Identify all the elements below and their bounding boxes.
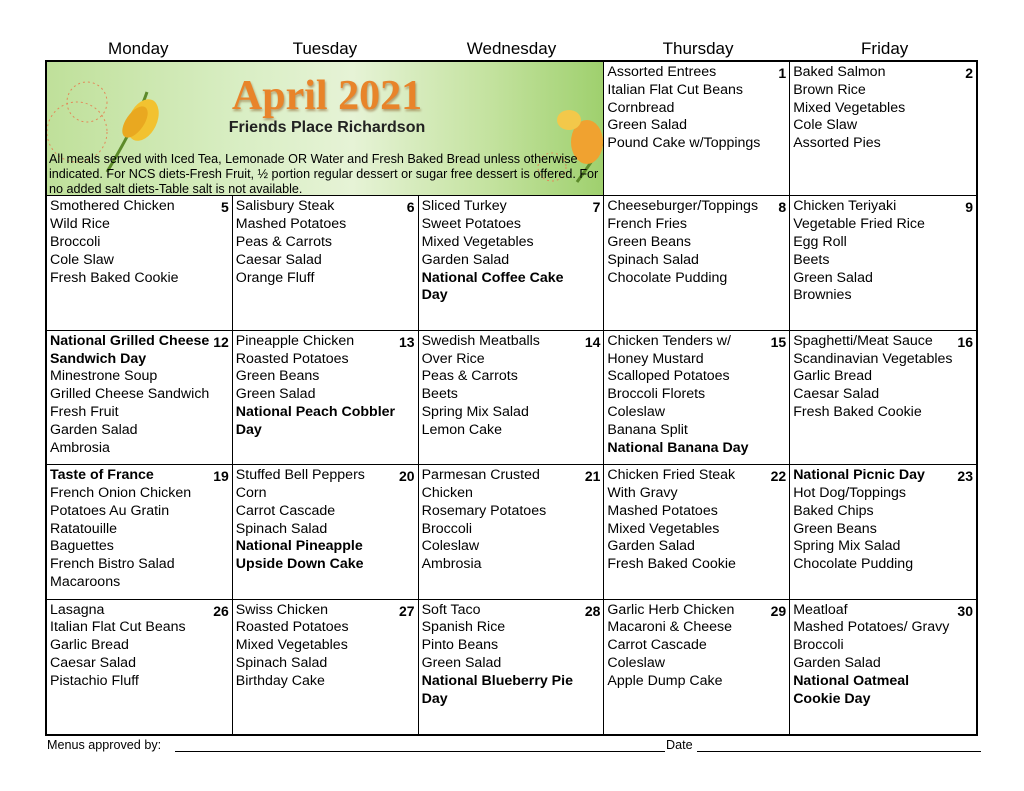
- day-number: 16: [957, 333, 973, 350]
- menu-item: Mashed Potatoes/ Gravy: [793, 619, 950, 636]
- menu-item: Cole Slaw: [793, 117, 858, 134]
- menu-item: Caesar Salad: [50, 654, 136, 671]
- menu-item: Broccoli: [793, 637, 844, 654]
- menu-item: Wild Rice: [50, 216, 110, 233]
- menu-item: Garlic Bread: [793, 368, 873, 385]
- menu-item: Sweet Potatoes: [421, 216, 521, 233]
- menu-item: Fresh Fruit: [50, 403, 119, 420]
- menu-item: Egg Roll: [793, 233, 847, 250]
- special-day-label: National Peach Cobbler Day: [235, 403, 396, 438]
- menu-item: Green Beans: [793, 520, 877, 537]
- date-signature-line[interactable]: [697, 751, 981, 752]
- weekday-tuesday: Tuesday: [292, 39, 358, 58]
- day-number: 30: [957, 602, 973, 619]
- menu-item: French Onion Chicken: [50, 484, 192, 501]
- menu-item: Over Rice: [421, 350, 485, 367]
- menu-item: Assorted Pies: [793, 135, 881, 152]
- day-cell-28: [419, 600, 605, 734]
- menu-item: Carrot Cascade: [607, 637, 707, 654]
- menu-item: Pistachio Fluff: [50, 672, 139, 689]
- menu-item: Broccoli Florets: [607, 386, 706, 403]
- menu-item: Mashed Potatoes: [607, 502, 718, 519]
- menu-item: Rosemary Potatoes: [421, 502, 547, 519]
- day-number: 20: [399, 468, 415, 485]
- menu-item: Italian Flat Cut Beans: [607, 81, 744, 98]
- day-cell-12: [47, 331, 233, 465]
- menu-item: Italian Flat Cut Beans: [50, 619, 186, 636]
- menu-item: Assorted Entrees: [607, 64, 717, 80]
- menu-item: Green Beans: [235, 368, 320, 385]
- menu-item: Smothered Chicken: [50, 198, 175, 215]
- menu-item: Parmesan Crusted: [421, 467, 540, 484]
- weekday-header-row: [45, 38, 978, 60]
- day-cell-14: [419, 331, 605, 465]
- menu-item: Brownies: [793, 287, 852, 304]
- day-number: 22: [770, 468, 787, 485]
- day-number: 7: [592, 199, 601, 216]
- day-number: 15: [770, 333, 787, 350]
- menu-item: Garlic Bread: [50, 637, 129, 654]
- day-number: 2: [965, 65, 973, 81]
- menu-item: Potatoes Au Gratin: [50, 502, 170, 519]
- menu-item: Coleslaw: [607, 654, 665, 671]
- special-day-label: Taste of France: [50, 467, 154, 484]
- menu-item: Chocolate Pudding: [607, 269, 728, 286]
- menu-item: Caesar Salad: [793, 386, 880, 403]
- menu-item: Soft Taco: [421, 601, 481, 618]
- menu-item: Spring Mix Salad: [793, 538, 901, 555]
- menu-item: Roasted Potatoes: [235, 350, 349, 367]
- menu-item: Spanish Rice: [421, 619, 506, 636]
- day-cell-30: [790, 600, 976, 734]
- day-cell-13: [233, 331, 419, 465]
- menu-item: Scandinavian Vegetables: [793, 350, 953, 367]
- menu-item: Mixed Vegetables: [793, 99, 906, 116]
- menu-item: Caesar Salad: [235, 251, 322, 268]
- menu-item: Coleslaw: [607, 403, 665, 420]
- menu-item: Garlic Herb Chicken: [607, 601, 735, 618]
- menu-item: Peas & Carrots: [235, 233, 332, 250]
- menu-item: Scalloped Potatoes: [607, 368, 730, 385]
- day-cell-1: [604, 62, 790, 196]
- menu-item: French Fries: [607, 216, 688, 233]
- special-day-label: National Picnic Day: [793, 467, 925, 484]
- menu-item: Spaghetti/Meat Sauce: [793, 332, 933, 349]
- menu-item: Swedish Meatballs: [421, 332, 540, 349]
- day-cell-8: [604, 196, 790, 330]
- date-label: Date: [666, 738, 693, 752]
- menu-item: Apple Dump Cake: [607, 672, 723, 689]
- menu-item: Beets: [793, 251, 830, 268]
- day-number: 9: [965, 199, 973, 216]
- special-day-label: National Oatmeal Cookie Day: [793, 672, 910, 707]
- menu-item: Mixed Vegetables: [607, 520, 720, 537]
- approval-footer: [47, 738, 982, 754]
- menu-item: Baked Chips: [793, 502, 874, 519]
- day-number: 19: [213, 468, 229, 485]
- day-number: 8: [778, 199, 787, 216]
- menu-item: Orange Fluff: [235, 269, 315, 286]
- day-cell-5: [47, 196, 233, 330]
- day-number: 5: [221, 199, 229, 216]
- menu-item: Spring Mix Salad: [421, 403, 529, 420]
- day-number: 14: [584, 333, 601, 350]
- day-number: 13: [399, 333, 415, 350]
- day-cell-21: [419, 465, 605, 599]
- day-number: 23: [957, 468, 973, 485]
- day-cell-7: [419, 196, 605, 330]
- menu-item: Birthday Cake: [235, 672, 325, 689]
- day-cell-29: [604, 600, 790, 734]
- special-day-label: National Coffee Cake Day: [421, 269, 564, 304]
- menu-item: Ratatouille: [50, 520, 118, 537]
- menu-item: Pound Cake w/Toppings: [607, 135, 761, 152]
- menu-item: Chicken Teriyaki: [793, 198, 897, 215]
- menu-item: Beets: [421, 386, 458, 403]
- menu-item: Ambrosia: [50, 439, 110, 456]
- weekday-friday: Friday: [861, 39, 909, 58]
- day-number: 28: [584, 602, 601, 619]
- menu-item: Broccoli: [50, 233, 101, 250]
- menu-item: Garden Salad: [607, 538, 695, 555]
- day-cell-2: [790, 62, 976, 196]
- day-cell-6: [233, 196, 419, 330]
- menu-item: Green Beans: [607, 233, 691, 250]
- menu-item: Swiss Chicken: [235, 601, 329, 618]
- menu-item: Ambrosia: [421, 556, 482, 573]
- menu-item: Cornbread: [607, 99, 675, 116]
- menu-item: Macaroons: [50, 573, 121, 590]
- menu-item: Stuffed Bell Peppers: [235, 467, 365, 484]
- day-cell-27: [233, 600, 419, 734]
- day-cell-26: [47, 600, 233, 734]
- menu-item: Cole Slaw: [50, 251, 114, 268]
- menu-item: Mixed Vegetables: [235, 637, 348, 654]
- location-subtitle: Friends Place Richardson: [228, 119, 426, 136]
- menu-item: French Bistro Salad: [50, 556, 175, 573]
- menu-item: Salisbury Steak: [235, 198, 335, 215]
- day-number: 29: [770, 602, 787, 619]
- menu-item: Green Salad: [607, 117, 688, 134]
- special-day-label: National Banana Day: [607, 439, 749, 456]
- day-cell-9: [790, 196, 976, 330]
- menu-item: Corn: [235, 484, 267, 501]
- menu-item: Chocolate Pudding: [793, 556, 914, 573]
- menu-item: Chicken Fried Steak: [607, 467, 736, 484]
- menu-item: Broccoli: [421, 520, 473, 537]
- day-number: 26: [213, 602, 229, 619]
- menu-item: Green Salad: [235, 386, 316, 403]
- menu-item: Lemon Cake: [421, 421, 503, 438]
- special-day-label: National Grilled Cheese Sandwich Day: [50, 332, 210, 367]
- day-cell-23: [790, 465, 976, 599]
- day-number: 1: [778, 65, 787, 81]
- day-number: 27: [399, 602, 415, 619]
- menu-item: Minestrone Soup: [50, 368, 158, 385]
- menu-item: Fresh Baked Cookie: [607, 556, 736, 573]
- menu-item: With Gravy: [607, 484, 678, 501]
- approved-by-label: Menus approved by:: [47, 738, 162, 752]
- menu-item: Garden Salad: [421, 251, 510, 268]
- meal-note: All meals served with Iced Tea, Lemonade OR Water and Fresh Baked Bread unless otherwise indicated. For NCS diets-Fresh Fruit, ½ portion regular dessert or sugar free dessert is offered. For no added salt diets-Table salt is not available.: [49, 152, 599, 196]
- menu-item: Mashed Potatoes: [235, 216, 347, 233]
- menu-item: Honey Mustard: [607, 350, 704, 367]
- special-day-label: National Pineapple Upside Down Cake: [235, 538, 364, 573]
- menu-item: Macaroni & Cheese: [607, 619, 732, 636]
- day-cell-19: [47, 465, 233, 599]
- day-number: 21: [584, 468, 601, 485]
- menu-item: Peas & Carrots: [421, 368, 518, 385]
- day-number: 6: [406, 199, 415, 216]
- menu-item: Chicken: [421, 484, 473, 501]
- menu-item: Hot Dog/Toppings: [793, 484, 906, 501]
- menu-item: Green Salad: [421, 654, 502, 671]
- menu-item: Baguettes: [50, 538, 114, 555]
- menu-item: Spinach Salad: [607, 251, 699, 268]
- menu-item: Carrot Cascade: [235, 502, 336, 519]
- menu-item: Coleslaw: [421, 538, 480, 555]
- menu-item: Spinach Salad: [235, 520, 328, 537]
- month-banner: [47, 62, 604, 196]
- menu-item: Fresh Baked Cookie: [793, 403, 922, 420]
- special-day-label: National Blueberry Pie Day: [421, 672, 573, 707]
- day-cell-22: [604, 465, 790, 599]
- menu-item: Vegetable Fried Rice: [793, 216, 925, 233]
- menu-item: Banana Split: [607, 421, 688, 438]
- menu-item: Spinach Salad: [235, 654, 328, 671]
- weekday-thursday: Thursday: [662, 39, 734, 58]
- menu-item: Grilled Cheese Sandwich: [50, 386, 210, 403]
- menu-item: Fresh Baked Cookie: [50, 269, 179, 286]
- menu-item: Pineapple Chicken: [235, 332, 355, 349]
- menu-item: Cheeseburger/Toppings: [607, 198, 759, 215]
- weekday-wednesday: Wednesday: [466, 39, 557, 58]
- day-cell-20: [233, 465, 419, 599]
- weekday-monday: Monday: [108, 39, 169, 58]
- menu-item: Brown Rice: [793, 81, 866, 98]
- menu-item: Mixed Vegetables: [421, 233, 534, 250]
- menu-item: Roasted Potatoes: [235, 619, 349, 636]
- menu-item: Garden Salad: [793, 654, 881, 671]
- menu-item: Lasagna: [50, 601, 105, 618]
- menu-item: Meatloaf: [793, 601, 848, 618]
- menu-item: Garden Salad: [50, 421, 138, 438]
- menu-item: Baked Salmon: [793, 64, 886, 80]
- day-number: 12: [213, 333, 229, 350]
- menu-item: Sliced Turkey: [421, 198, 507, 215]
- month-title: April 2021: [231, 73, 423, 119]
- menu-item: Green Salad: [793, 269, 873, 286]
- menu-item: Pinto Beans: [421, 637, 499, 654]
- menu-item: Chicken Tenders w/: [607, 332, 731, 349]
- day-cell-16: [790, 331, 976, 465]
- approved-by-signature-line[interactable]: [175, 751, 665, 752]
- menu-calendar-grid: [45, 60, 978, 736]
- day-cell-15: [604, 331, 790, 465]
